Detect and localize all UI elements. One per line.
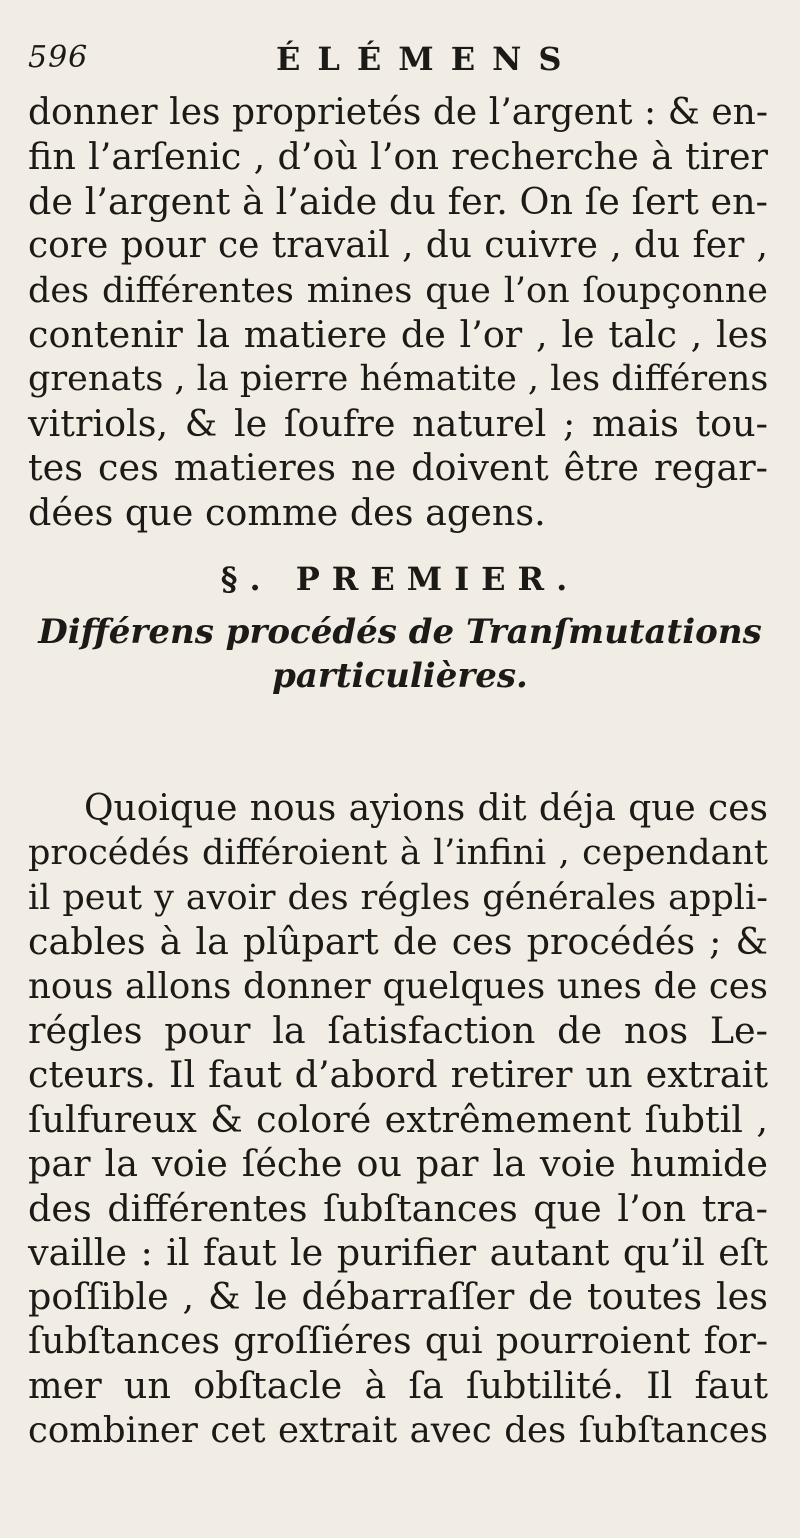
text-line: core pour ce travail , du cuivre , du fer , xyxy=(28,225,768,267)
text-line: contenir la matiere de l’or , le talc , les xyxy=(28,313,768,357)
running-head: ÉLÉMENS xyxy=(276,40,579,78)
text-line: cteurs. Il faut d’abord retirer un extrait xyxy=(28,1053,768,1097)
text-line: par la voie ſéche ou par la voie humide xyxy=(28,1142,768,1186)
text-line: grenats , la pierre hématite , les différens xyxy=(28,359,769,400)
page-number: 596 xyxy=(28,40,89,75)
text-line: de l’argent à l’aide du fer. On ſe ſert en- xyxy=(28,179,768,223)
text-line: vitriols, & le ſoufre naturel ; mais tou- xyxy=(28,401,768,445)
text-line: fin l’arſenic , d’où l’on recherche à tirer xyxy=(28,135,768,179)
text-line: procédés différoient à l’infini , cependant xyxy=(28,833,768,874)
text-line: tes ces matieres ne doivent être regar- xyxy=(28,446,768,490)
subtitle-line: Différens procédés de Tranſmutations xyxy=(38,612,762,652)
section-heading: §. PREMIER. xyxy=(220,560,580,598)
text-line: donner les proprietés de l’argent : & en- xyxy=(28,92,768,133)
text-line: ſubſtances groſſiéres qui pourroient for- xyxy=(28,1320,768,1362)
text-line: des différentes ſubſtances que l’on tra- xyxy=(28,1186,768,1230)
text-line: dées que comme des agens. xyxy=(28,490,546,534)
text-line: nous allons donner quelques unes de ces xyxy=(28,965,768,1007)
text-line: Quoique nous ayions dit déja que ces xyxy=(84,788,768,829)
text-line: cables à la plûpart de ces procédés ; & xyxy=(28,920,768,964)
section-subtitle xyxy=(0,610,800,698)
paragraph-2 xyxy=(28,787,768,1453)
subtitle-line: particulières. xyxy=(272,656,528,696)
text-line: ſulfureux & coloré extrêmement ſubtil , xyxy=(28,1097,768,1141)
text-line: il peut y avoir des régles générales appli- xyxy=(28,877,768,918)
text-line: des différentes mines que l’on ſoupçonne xyxy=(28,270,768,311)
page-header xyxy=(28,38,768,90)
paragraph-1 xyxy=(28,91,768,535)
text-line: poſſible , & le débarraſſer de toutes les xyxy=(28,1275,768,1319)
text-line: vaille : il faut le purifier autant qu’il eſt xyxy=(28,1231,768,1275)
text-line: mer un obſtacle à ſa ſubtilité. Il faut xyxy=(28,1364,768,1408)
text-line: combiner cet extrait avec des ſubſtances xyxy=(28,1409,768,1451)
text-line: régles pour la ſatisfaction de nos Le- xyxy=(28,1009,768,1053)
